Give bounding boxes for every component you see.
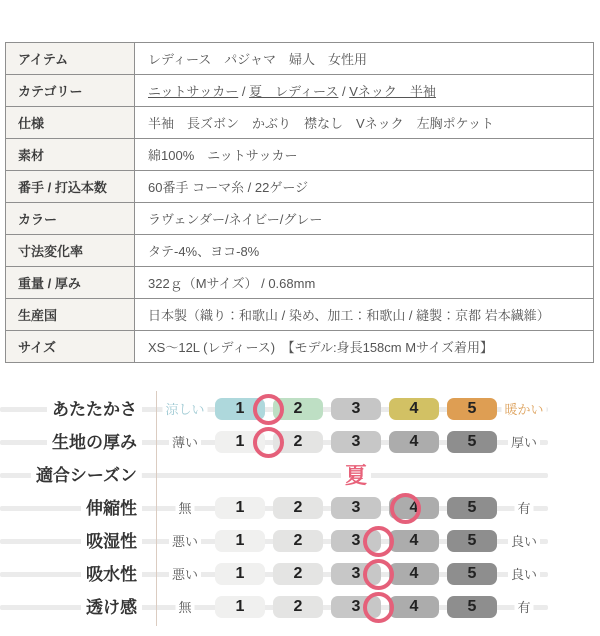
rating-row-sheerness	[0, 591, 600, 624]
spec-label: 重量 / 厚み	[6, 267, 135, 299]
scale-box-4: 4	[389, 530, 439, 552]
spec-value: 60番手 コーマ糸 / 22ゲージ	[135, 171, 594, 203]
table-row	[6, 235, 594, 267]
scale-box-2: 2	[273, 530, 323, 552]
scale-left-label: 無	[175, 492, 194, 525]
scale-box-4: 4	[389, 398, 439, 420]
table-row	[6, 171, 594, 203]
rating-marker-circle	[363, 526, 394, 557]
table-row	[6, 203, 594, 235]
scale-box-5: 5	[447, 563, 497, 585]
scale-right-label: 有	[514, 492, 533, 525]
scale-left-label: 薄い	[169, 426, 201, 459]
rating-marker-circle	[363, 559, 394, 590]
scale-box-2: 2	[273, 497, 323, 519]
chart-row-label: 吸湿性	[81, 525, 142, 558]
rating-row-stretch	[0, 492, 600, 525]
scale-box-4: 4	[389, 563, 439, 585]
scale-box-1: 1	[215, 497, 265, 519]
product-spec-table	[5, 42, 594, 363]
spec-label: カラー	[6, 203, 135, 235]
scale-box-3: 3	[331, 431, 381, 453]
spec-value: 322ｇ（Mサイズ） / 0.68mm	[135, 267, 594, 299]
scale-right-label: 良い	[508, 525, 540, 558]
scale-box-2: 2	[273, 398, 323, 420]
chart-row-label: 伸縮性	[81, 492, 142, 525]
rating-row-warmth	[0, 393, 600, 426]
chart-row-label: 生地の厚み	[47, 426, 142, 459]
spec-value: レディース パジャマ 婦人 女性用	[135, 43, 594, 75]
spec-value: 半袖 長ズボン かぶり 襟なし Vネック 左胸ポケット	[135, 107, 594, 139]
table-row	[6, 75, 594, 107]
scale-box-1: 1	[215, 398, 265, 420]
scale-left-label: 無	[175, 591, 194, 624]
scale-box-2: 2	[273, 596, 323, 618]
season-value: 夏	[341, 459, 371, 492]
chart-row-label: あたたかさ	[47, 393, 142, 426]
rating-row-season	[0, 459, 600, 492]
spec-value: 日本製（織り：和歌山 / 染め、加工：和歌山 / 縫製：京都 岩本繊維）	[135, 299, 594, 331]
table-row	[6, 139, 594, 171]
category-separator: /	[238, 84, 250, 99]
scale-right-label: 暖かい	[501, 393, 546, 426]
scale-box-1: 1	[215, 431, 265, 453]
table-row	[6, 299, 594, 331]
spec-label: 番手 / 打込本数	[6, 171, 135, 203]
table-row	[6, 331, 594, 363]
scale-box-5: 5	[447, 596, 497, 618]
rating-marker-circle	[390, 493, 421, 524]
chart-row-label: 適合シーズン	[31, 459, 142, 492]
scale-box-4: 4	[389, 431, 439, 453]
scale-box-1: 1	[215, 563, 265, 585]
spec-value: タテ-4%、ヨコ-8%	[135, 235, 594, 267]
chart-row-label: 透け感	[81, 591, 142, 624]
spec-label: カテゴリー	[6, 75, 135, 107]
scale-box-2: 2	[273, 431, 323, 453]
chart-row-label: 吸水性	[81, 558, 142, 591]
scale-box-5: 5	[447, 431, 497, 453]
spec-value: ラヴェンダー/ネイビー/グレー	[135, 203, 594, 235]
scale-box-4: 4	[389, 596, 439, 618]
scale-box-1: 1	[215, 596, 265, 618]
rating-row-water	[0, 558, 600, 591]
scale-box-3: 3	[331, 497, 381, 519]
spec-value: XS～12L (レディース) 【モデル:身長158cm Mサイズ着用】	[135, 331, 594, 363]
scale-box-4: 4	[389, 497, 439, 519]
spec-value: 綿100% ニットサッカー	[135, 139, 594, 171]
category-link[interactable]: 夏 レディース	[249, 84, 339, 99]
scale-box-5: 5	[447, 398, 497, 420]
spec-label: 生産国	[6, 299, 135, 331]
rating-chart	[0, 393, 600, 624]
scale-box-5: 5	[447, 530, 497, 552]
chart-divider-line	[156, 391, 157, 626]
spec-value	[135, 75, 594, 107]
scale-box-3: 3	[331, 398, 381, 420]
spec-label: 仕様	[6, 107, 135, 139]
scale-box-3: 3	[331, 596, 381, 618]
scale-box-5: 5	[447, 497, 497, 519]
scale-box-3: 3	[331, 530, 381, 552]
scale-right-label: 厚い	[508, 426, 540, 459]
spec-label: アイテム	[6, 43, 135, 75]
rating-marker-circle	[253, 394, 284, 425]
scale-right-label: 有	[514, 591, 533, 624]
table-row	[6, 107, 594, 139]
table-row	[6, 43, 594, 75]
scale-left-label: 悪い	[169, 525, 201, 558]
rating-row-thickness	[0, 426, 600, 459]
scale-right-label: 良い	[508, 558, 540, 591]
scale-left-label: 涼しい	[162, 393, 207, 426]
category-link[interactable]: Vネック 半袖	[349, 84, 436, 99]
rating-row-moisture	[0, 525, 600, 558]
table-row	[6, 267, 594, 299]
scale-box-1: 1	[215, 530, 265, 552]
category-separator: /	[338, 84, 350, 99]
spec-label: 素材	[6, 139, 135, 171]
scale-left-label: 悪い	[169, 558, 201, 591]
spec-label: サイズ	[6, 331, 135, 363]
scale-box-3: 3	[331, 563, 381, 585]
rating-marker-circle	[253, 427, 284, 458]
spec-label: 寸法変化率	[6, 235, 135, 267]
scale-box-2: 2	[273, 563, 323, 585]
rating-marker-circle	[363, 592, 394, 623]
category-link[interactable]: ニットサッカー	[148, 84, 239, 99]
